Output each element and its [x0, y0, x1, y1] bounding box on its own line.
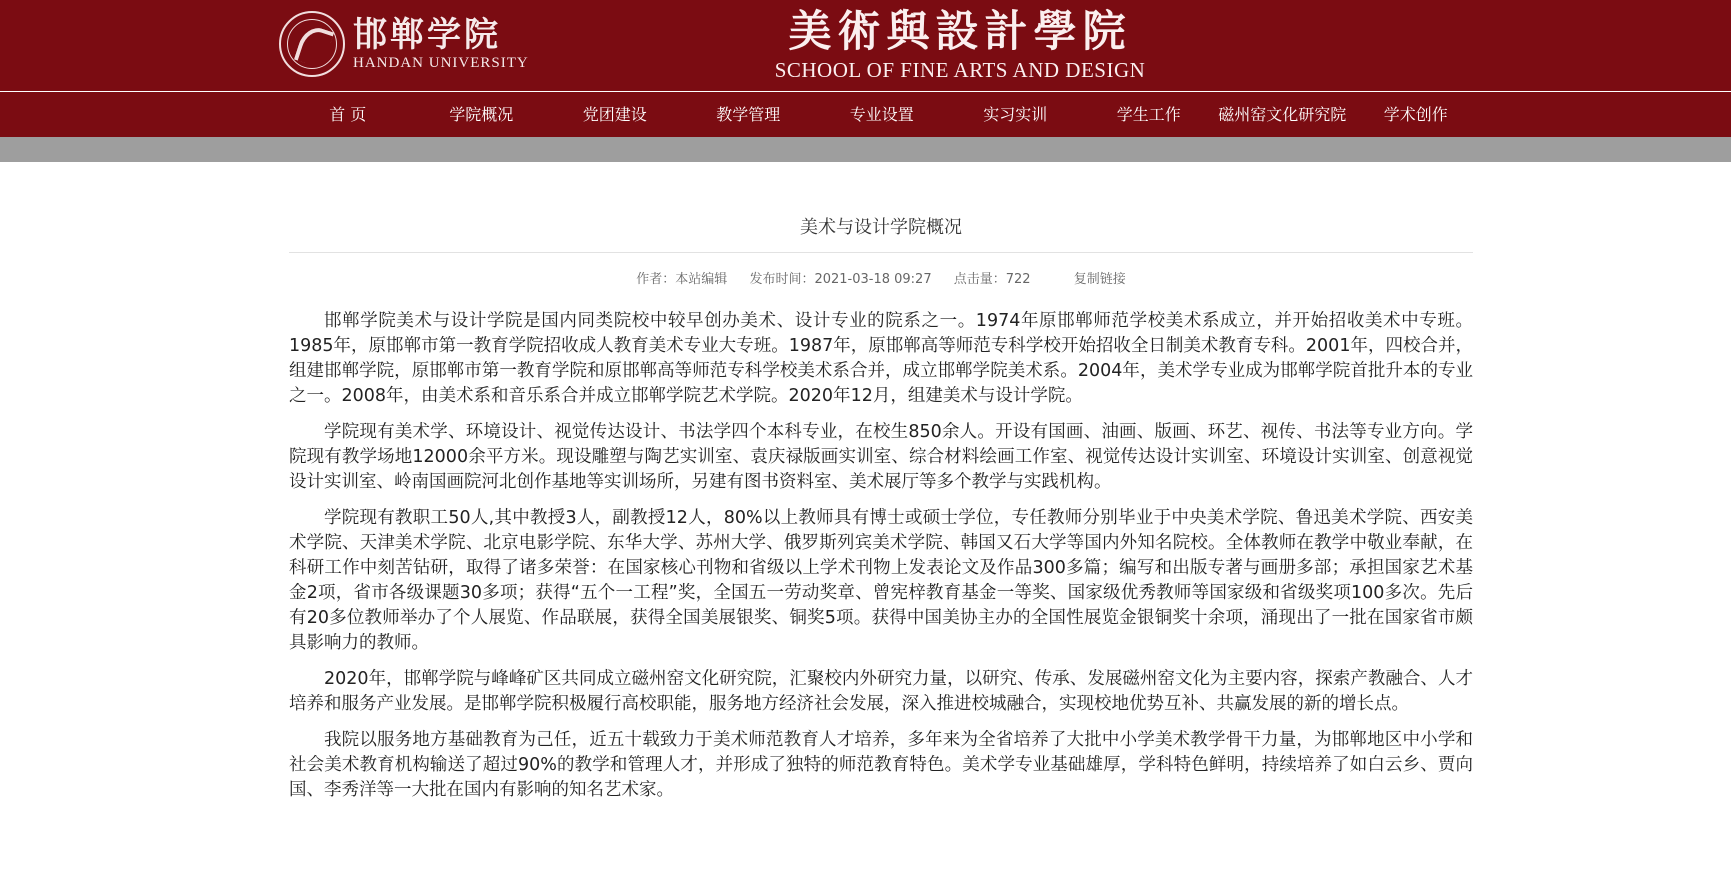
nav-item-majors[interactable]: 专业设置: [849, 105, 914, 124]
nav-item-overview[interactable]: 学院概况: [449, 105, 514, 124]
article-paragraph: 2020年，邯郸学院与峰峰矿区共同成立磁州窑文化研究院，汇聚校内外研究力量，以研究、传承、发展磁州窑文化为主要内容，探索产教融合、人才培养和服务产业发展。是邯郸学院积极履行高校职能，服务地方经济社会发展，深入推进校城融合，实现校地优势互补、共赢发展的新的增长点。: [289, 669, 1473, 714]
copy-link-button[interactable]: 复制链接: [1073, 272, 1126, 287]
article-body: [289, 309, 1473, 803]
university-name-en: HANDAN UNIVERSITY: [353, 55, 529, 71]
article-click-count: 点击量：722: [953, 272, 1031, 287]
breadcrumb-bar: [0, 137, 1731, 162]
article-paragraph: 我院以服务地方基础教育为己任，近五十载致力于美术师范教育人才培养，多年来为全省培养了大批中小学美术教学骨干力量，为邯郸地区中小学和社会美术教育机构输送了超过90%的教学和管理人才，并形成了独特的师范教育特色。美术学专业基础雄厚，学科特色鲜明，持续培养了如白云乡、贾向国、李秀洋等一大批在国内有影响的知名艺术家。: [289, 730, 1473, 800]
nav-item-cizhou-institute[interactable]: 磁州窑文化研究院: [1218, 105, 1347, 124]
article-publish-time: 发布时间：2021-03-18 09:27: [749, 272, 932, 287]
article-paragraph: 邯郸学院美术与设计学院是国内同类院校中较早创办美术、设计专业的院系之一。1974年原邯郸师范学校美术系成立，并开始招收美术中专班。1985年，原邯郸市第一教育学院招收成人教育美术专业大专班。1987年，原邯郸高等师范专科学校开始招收全日制美术教育专科。2001年，四校合并，组建邯郸学院，原邯郸市第一教育学院和原邯郸高等师范专科学校美术系合并，成立邯郸学院美术系。2004年，美术学专业成为邯郸学院首批升本的专业之一。2008年，由美术系和音乐系合并成立邯郸学院艺术学院。2020年12月，组建美术与设计学院。: [289, 311, 1473, 406]
nav-item-party[interactable]: 党团建设: [582, 105, 647, 124]
school-title: [760, 6, 1160, 82]
article-author: 作者：本站编辑: [636, 272, 728, 287]
nav-item-internship[interactable]: 实习实训: [983, 105, 1048, 124]
article-meta: [289, 271, 1473, 289]
nav-item-teaching[interactable]: 教学管理: [716, 105, 781, 124]
article-paragraph: 学院现有美术学、环境设计、视觉传达设计、书法学四个本科专业，在校生850余人。开设有国画、油画、版画、环艺、视传、书法等专业方向。学院现有教学场地12000余平方米。现设雕塑与陶艺实训室、袁庆禄版画实训室、综合材料绘画工作室、视觉传达设计实训室、环境设计实训室、创意视觉设计实训室、岭南国画院河北创作基地等实训场所，另建有图书资料室、美术展厅等多个教学与实践机构。: [289, 422, 1473, 492]
title-divider: [289, 252, 1473, 253]
article-title: 美术与设计学院概况: [800, 217, 962, 238]
article-paragraph: 学院现有教职工50人,其中教授3人，副教授12人，80%以上教师具有博士或硕士学位，专任教师分别毕业于中央美术学院、鲁迅美术学院、西安美术学院、天津美术学院、北京电影学院、东华大学、苏州大学、俄罗斯列宾美术学院、韩国又石大学等国内外知名院校。全体教师在教学中敬业奉献，在科研工作中刻苦钻研，取得了诸多荣誉：在国家核心刊物和省级以上学术刊物上发表论文及作品300多篇；编写和出版专著与画册多部；承担国家艺术基金2项，省市各级课题30多项；获得“五个一工程”奖，全国五一劳动奖章、曾宪梓教育基金一等奖、国家级优秀教师等国家级和省级奖项100多次。先后有20多位教师举办了个人展览、作品联展，获得全国美展银奖、铜奖5项。获得中国美协主办的全国性展览金银铜奖十余项，涌现出了一批在国家省市颇具影响力的教师。: [289, 508, 1473, 653]
nav-item-creation[interactable]: 学术创作: [1383, 105, 1448, 124]
school-title-cn: 美術與設計學院: [788, 7, 1132, 57]
university-name-cn: 邯郸学院: [353, 15, 501, 55]
nav-item-students[interactable]: 学生工作: [1116, 105, 1181, 124]
university-logo[interactable]: [279, 11, 529, 77]
nav-item-home[interactable]: 首 页: [329, 105, 367, 124]
article: [289, 180, 1473, 814]
school-title-en: SCHOOL OF FINE ARTS AND DESIGN: [774, 58, 1146, 82]
site-header: [0, 0, 1731, 91]
university-seal-icon: [279, 11, 345, 77]
university-name: [353, 16, 529, 72]
main-nav: [0, 92, 1731, 137]
